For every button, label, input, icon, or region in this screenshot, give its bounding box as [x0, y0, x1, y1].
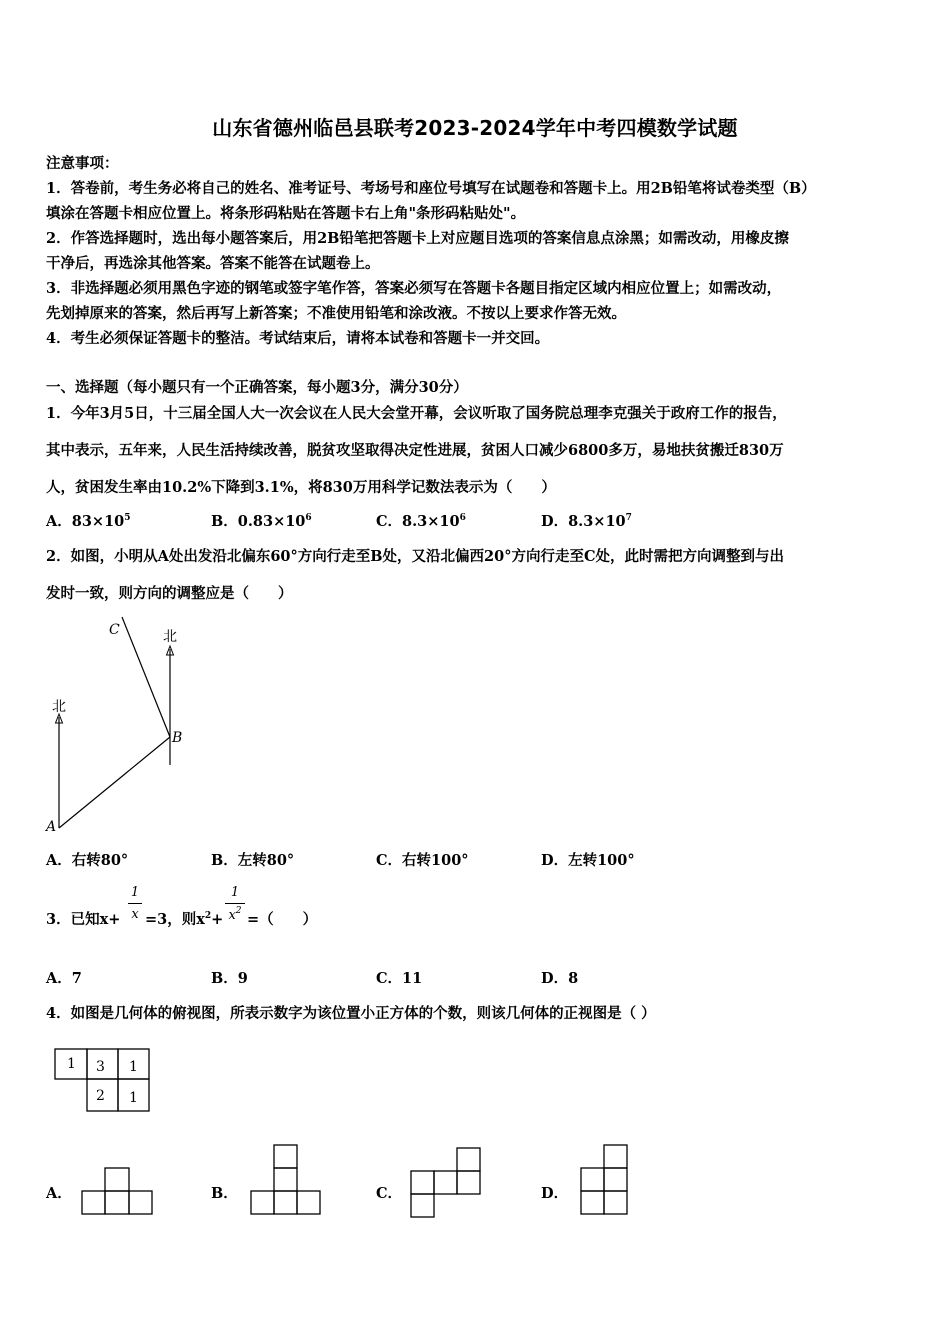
question-text: 1．今年3月5日，十三届全国人大一次会议在人民大会堂开幕，会议听取了国务院总理李克强关于政府工作的报告，: [46, 405, 787, 422]
text-segment: +: [211, 911, 224, 928]
option-label: B．0.83×10: [211, 513, 306, 530]
option-a[interactable]: A．右转80°: [46, 852, 129, 869]
notice-line: 3．非选择题必须用黑色字迹的钢笔或签字笔作答，答案必须写在答题卡各题目指定区域内相应位置上；如需改动，: [46, 280, 782, 297]
notice-line: 2．作答选择题时，选出每小题答案后，用2B铅笔把答题卡上对应题目选项的答案信息点涂黑；如需改动，用橡皮擦: [46, 230, 789, 247]
exponent: 6: [305, 513, 312, 523]
exponent: 2: [235, 906, 242, 916]
question-text: =（ ）: [247, 911, 318, 928]
option-b[interactable]: B．左转80°: [211, 852, 295, 869]
grid-count: 1: [129, 1059, 138, 1075]
option-d-figure: [581, 1145, 627, 1214]
question-text: 其中表示，五年来，人民生活持续改善，脱贫攻坚取得决定性进展，贫困人口减少6800多万，易地扶贫搬迁830万: [46, 442, 784, 459]
fraction-numerator: 1: [130, 885, 140, 900]
question-text: 2．如图，小明从A处出发沿北偏东60°方向行走至B处，又沿北偏西20°方向行走至C处，此时需把方向调整到与出: [46, 548, 784, 565]
question-text: 3．已知x+: [46, 911, 121, 928]
option-label: D．8.3×10: [541, 513, 626, 530]
option-c-figure: [411, 1148, 480, 1217]
option-b[interactable]: B．9: [211, 970, 248, 987]
point-label-b: B: [172, 730, 183, 746]
option-b-figure: [251, 1145, 320, 1214]
question-text: 发时一致，则方向的调整应是（ ）: [46, 585, 293, 602]
notice-line: 先划掉原来的答案，然后再写上新答案；不准使用铅笔和涂改液。不按以上要求作答无效。: [46, 305, 626, 322]
option-a-figure: [82, 1168, 152, 1214]
question-text: 人，贫困发生率由10.2%下降到3.1%，将830万用科学记数法表示为（ ）: [46, 479, 556, 496]
grid-count: 3: [96, 1059, 105, 1075]
exponent: 7: [625, 513, 632, 523]
option-d[interactable]: D．8: [541, 970, 579, 987]
option-d[interactable]: D．左转100°: [541, 852, 635, 869]
option-b[interactable]: B．: [211, 1185, 238, 1202]
option-label: A．83×10: [46, 513, 125, 530]
notice-line: 4．考生必须保证答题卡的整洁。考试结束后，请将本试卷和答题卡一并交回。: [46, 330, 550, 347]
fraction-denominator: x: [131, 907, 139, 922]
north-label: 北: [52, 699, 66, 715]
page-title: 山东省德州临邑县联考2023-2024学年中考四模数学试题: [212, 116, 738, 140]
option-a[interactable]: A．7: [46, 970, 82, 987]
grid-count: 1: [129, 1090, 138, 1106]
fraction-numerator: 1: [230, 885, 240, 900]
exponent: 5: [124, 513, 131, 523]
point-label-c: C: [109, 622, 120, 638]
grid-count: 2: [96, 1088, 105, 1104]
notice-heading: 注意事项：: [46, 155, 119, 172]
notice-line: 填涂在答题卡相应位置上。将条形码粘贴在答题卡右上角"条形码粘贴处"。: [46, 205, 526, 222]
option-d[interactable]: D．: [541, 1185, 569, 1202]
question-text: 4．如图是几何体的俯视图，所表示数字为该位置小正方体的个数，则该几何体的正视图是（ ）: [46, 1005, 656, 1022]
exponent: 6: [459, 513, 466, 523]
notice-line: 干净后，再选涂其他答案。答案不能答在试题卷上。: [46, 255, 380, 272]
point-label-a: A: [46, 819, 57, 835]
exponent: 2: [204, 911, 212, 921]
text-segment: x: [228, 908, 236, 923]
section-heading: 一、选择题（每小题只有一个正确答案，每小题3分，满分30分）: [46, 379, 468, 396]
option-label: C．8.3×10: [376, 513, 460, 530]
option-c[interactable]: C．右转100°: [376, 852, 469, 869]
option-c[interactable]: C．: [376, 1185, 403, 1202]
option-c[interactable]: C．11: [376, 970, 423, 987]
option-a[interactable]: A．: [46, 1185, 72, 1202]
text-segment: =3，则x: [145, 911, 205, 928]
grid-count: 1: [67, 1056, 76, 1072]
notice-line: 1．答卷前，考生务必将自己的姓名、准考证号、考场号和座位号填写在试题卷和答题卡上。用2B铅笔将试卷类型（B）: [46, 180, 816, 197]
north-label: 北: [163, 629, 177, 645]
